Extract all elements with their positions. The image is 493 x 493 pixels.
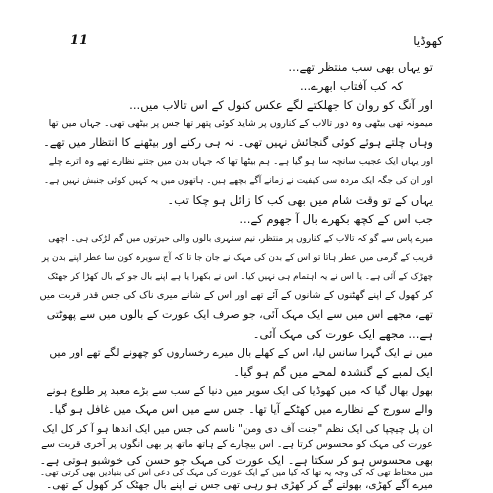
text-line-10: میرے پاس سے گو کہ تالاب کے کناروں پر منتظر، نیم سنہری بالوں والی حیرتوں میں گم لڑکی ہی۔ اچھی xyxy=(48,234,433,244)
text-line-18: بھول بھال گیا کہ میں کھوڈیا کی ایک سویر میں دنیا کے سب سے بڑے معبد پر طلوع ہونے xyxy=(46,384,433,397)
text-line-16: میں نے ایک گہرا سانس لیا، اس کے کھلے بال میرے رخساروں کو چھونے لگے تھے اور میں xyxy=(49,346,433,359)
text-line-2: کہ کب آفتاب ابھرے... xyxy=(299,79,403,93)
text-line-20: ان پل چیچپا کی ایک نظم "جنت آف دی ومن" ناسم کی جس میں ایک اندھا ہو آ کر کل ایک xyxy=(42,423,433,435)
running-head: کھوڈیا xyxy=(413,34,443,48)
text-line-3: اور آنگ کو روان کا جھلکتے لگے عکس کنول کے اس تالاب میں... xyxy=(129,98,433,112)
text-line-13: کر کھول کے اپنے گھٹنوں کے شانوں کے آئے تھے اور اس کے شانے میری ناک کی جس قدر قربت میں xyxy=(39,290,433,301)
text-line-4: میمونہ تھی بیٹھی وہ دور تالاب کے کناروں پر شاید کوئی پتھر تھا جس پر بیٹھی تھی۔ جہاں میں تھا xyxy=(48,118,433,129)
text-line-8: یہاں کے تو وقت شام میں بھی کب کا زائل ہو چکا تب۔ xyxy=(167,193,433,207)
text-line-1: تو یہاں بھی سب منتظر تھے... xyxy=(288,60,433,74)
text-line-11: قریب کے گرمی میں عطر ہاتا تو اس کے بدن کی مہک نے جان جا تا کہ آج سویرہ کون سا عطر اپنے بدن پر xyxy=(41,253,433,263)
text-line-7: اور ان کی جگہ ایک مردہ سی کیفیت نے زمانے آگے بچھے ہیں۔ ہاتھوں میں یہ کہیں کوئی جنبش نہیں ہے۔ xyxy=(43,176,433,186)
page-number: 11 xyxy=(70,33,89,48)
text-line-21: عورت کی مہک کو محسوس کرتا ہے۔ اس بیچارے کے ہاتھ ماتھ پر بھی انگوں پر آخری قربت سے xyxy=(41,439,433,450)
text-line-5: وہاں چلتے ہوئے کوئی گنجائش نہیں تھی۔ نہ ہی رکنے اور بیٹھنے کا انتظار میں تھے۔ xyxy=(43,136,433,149)
text-line-9: جب اس کے کچھ بکھرے بال آ جھوم کے... xyxy=(239,212,433,226)
text-line-15: ہے... مجھے ایک عورت کی مہک آئی۔ xyxy=(252,327,433,341)
text-line-12: چھڑک کے آئی ہے۔ یا اس نے یہ اہتمام ہی نہیں کیا۔ اس نے بکھرا یا ہے اپنے بال جو کے بال کھڑا کر جھٹک xyxy=(47,272,433,282)
text-line-17: ایک لمبے کے گنشدہ لمحے میں گم ہو گیا۔ xyxy=(233,365,433,379)
text-line-23: میں محتاط تھی کہ کی وجہ یہ تھا کہ کیا میں کے ایک عورت کی مہک کی دعی اس کی بنیادیں بھی کرتی تھی۔ xyxy=(39,468,433,478)
text-line-14: تھے، مجھے اس میں سے ایک مہک آئی، جو صرف ایک عورت کے بالوں میں سے پھوٹتی xyxy=(46,308,433,321)
text-line-24: میرے آگے کھڑی، بھولتے گے کر کھڑی ہو رہی تھی جس نے اپنے بال جھٹک کر کھول کے تھی۔ xyxy=(46,479,433,491)
text-line-22: بھی محسوس ہو کر سکتا ہے۔ ایک عورت کی مہک جو حسن کی خوشبو ہوتی ہے۔ xyxy=(39,454,433,467)
text-line-6: اور یہاں ایک عجیب سانچہ سا ہو گیا ہے۔ ہم بیٹھا تھا کہ جہاں بدن میں جتنے نظارے تھے وہ اترے چلے xyxy=(48,156,433,167)
text-line-19: والے سورج کے نظارے میں کھٹکے آیا تھا۔ جس سے میں اس مہک میں غافل ہو گیا۔ xyxy=(47,403,433,416)
